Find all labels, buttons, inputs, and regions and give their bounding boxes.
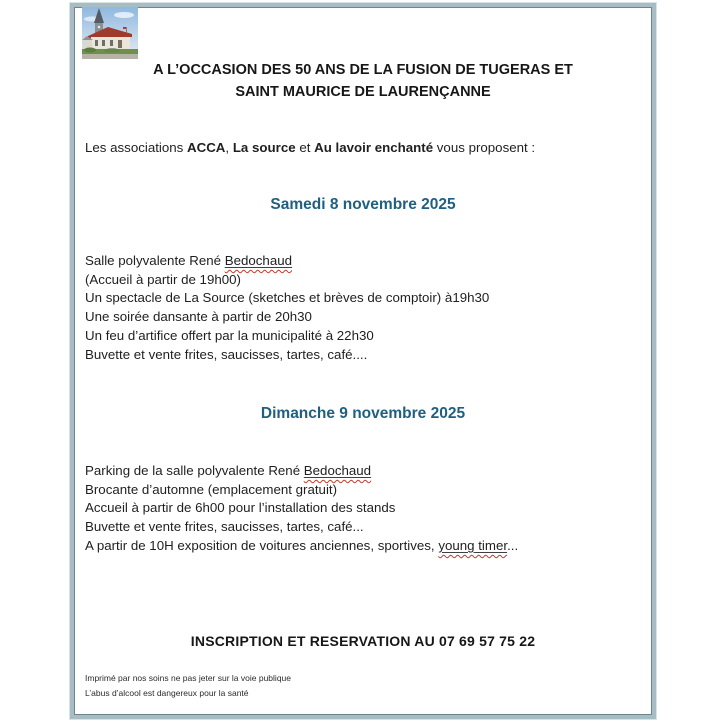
church-photo bbox=[82, 7, 138, 59]
program-line bbox=[85, 462, 641, 481]
spellcheck-underlined-text bbox=[438, 538, 507, 553]
text-segment: ... bbox=[507, 537, 519, 553]
program-line bbox=[85, 346, 641, 365]
section-heading-saturday: Samedi 8 novembre 2025 bbox=[270, 196, 456, 213]
spellcheck-squiggle: Bedochaud bbox=[224, 253, 293, 268]
page-title-line1: A L’OCCASION DES 50 ANS DE LA FUSION DE TUGERAS ET bbox=[153, 62, 573, 78]
inscription-line: INSCRIPTION ET RESERVATION AU 07 69 57 75 22 bbox=[190, 633, 536, 649]
text-segment: Salle polyvalente René bbox=[85, 253, 225, 268]
text-segment: Une soirée dansante à partir de 20h30 bbox=[85, 309, 312, 325]
text-segment: A partir de 10H exposition de voitures anciennes, sportives, bbox=[85, 537, 439, 553]
text-segment: vous proposent : bbox=[433, 140, 536, 155]
bold-text: ACCA bbox=[187, 140, 226, 155]
text-segment: Un spectacle de La Source (sketches et brèves de comptoir) à19h30 bbox=[85, 290, 490, 306]
fine-print bbox=[85, 671, 641, 701]
text-segment: Les associations bbox=[85, 140, 187, 155]
document-page bbox=[70, 3, 656, 719]
bold-text: Au lavoir enchanté bbox=[314, 140, 434, 155]
program-line bbox=[85, 499, 641, 518]
text-segment: Buvette et vente frites, saucisses, tartes, café.... bbox=[85, 346, 368, 362]
program-line bbox=[85, 537, 641, 556]
fine-print-line2: L’abus d’alcool est dangereux pour la santé bbox=[85, 688, 249, 698]
spellcheck-squiggle: young timer bbox=[438, 537, 508, 553]
text-segment: (Accueil à partir de 19h00) bbox=[85, 271, 241, 287]
sunday-program bbox=[85, 462, 641, 556]
fine-print-line1: Imprimé par nos soins ne pas jeter sur la voie publique bbox=[85, 673, 291, 683]
section-heading-sunday: Dimanche 9 novembre 2025 bbox=[260, 405, 466, 422]
program-line bbox=[85, 518, 641, 537]
text-segment: Buvette et vente frites, saucisses, tartes, café... bbox=[85, 519, 364, 535]
program-line bbox=[85, 308, 641, 327]
text-segment: et bbox=[295, 140, 315, 155]
text-segment: Parking de la salle polyvalente René bbox=[85, 463, 304, 478]
page-title bbox=[74, 59, 652, 103]
text-segment: Un feu d’artifice offert par la municipalité à 22h30 bbox=[85, 327, 374, 343]
program-line bbox=[85, 271, 641, 290]
bold-text: La source bbox=[232, 140, 296, 155]
text-segment: Accueil à partir de 6h00 pour l’installation des stands bbox=[85, 500, 396, 516]
program-line bbox=[85, 252, 641, 271]
intro-paragraph bbox=[85, 139, 641, 157]
program-line bbox=[85, 327, 641, 346]
program-line bbox=[85, 289, 641, 308]
text-segment: Brocante d’automne (emplacement gratuit) bbox=[85, 481, 338, 497]
page-title-line2: SAINT MAURICE DE LAURENÇANNE bbox=[235, 84, 491, 100]
text-segment: , bbox=[225, 140, 233, 155]
program-line bbox=[85, 481, 641, 500]
spellcheck-squiggle: Bedochaud bbox=[303, 463, 372, 478]
spellcheck-underlined-text bbox=[225, 253, 292, 268]
saturday-program bbox=[85, 252, 641, 364]
spellcheck-underlined-text bbox=[304, 463, 371, 478]
